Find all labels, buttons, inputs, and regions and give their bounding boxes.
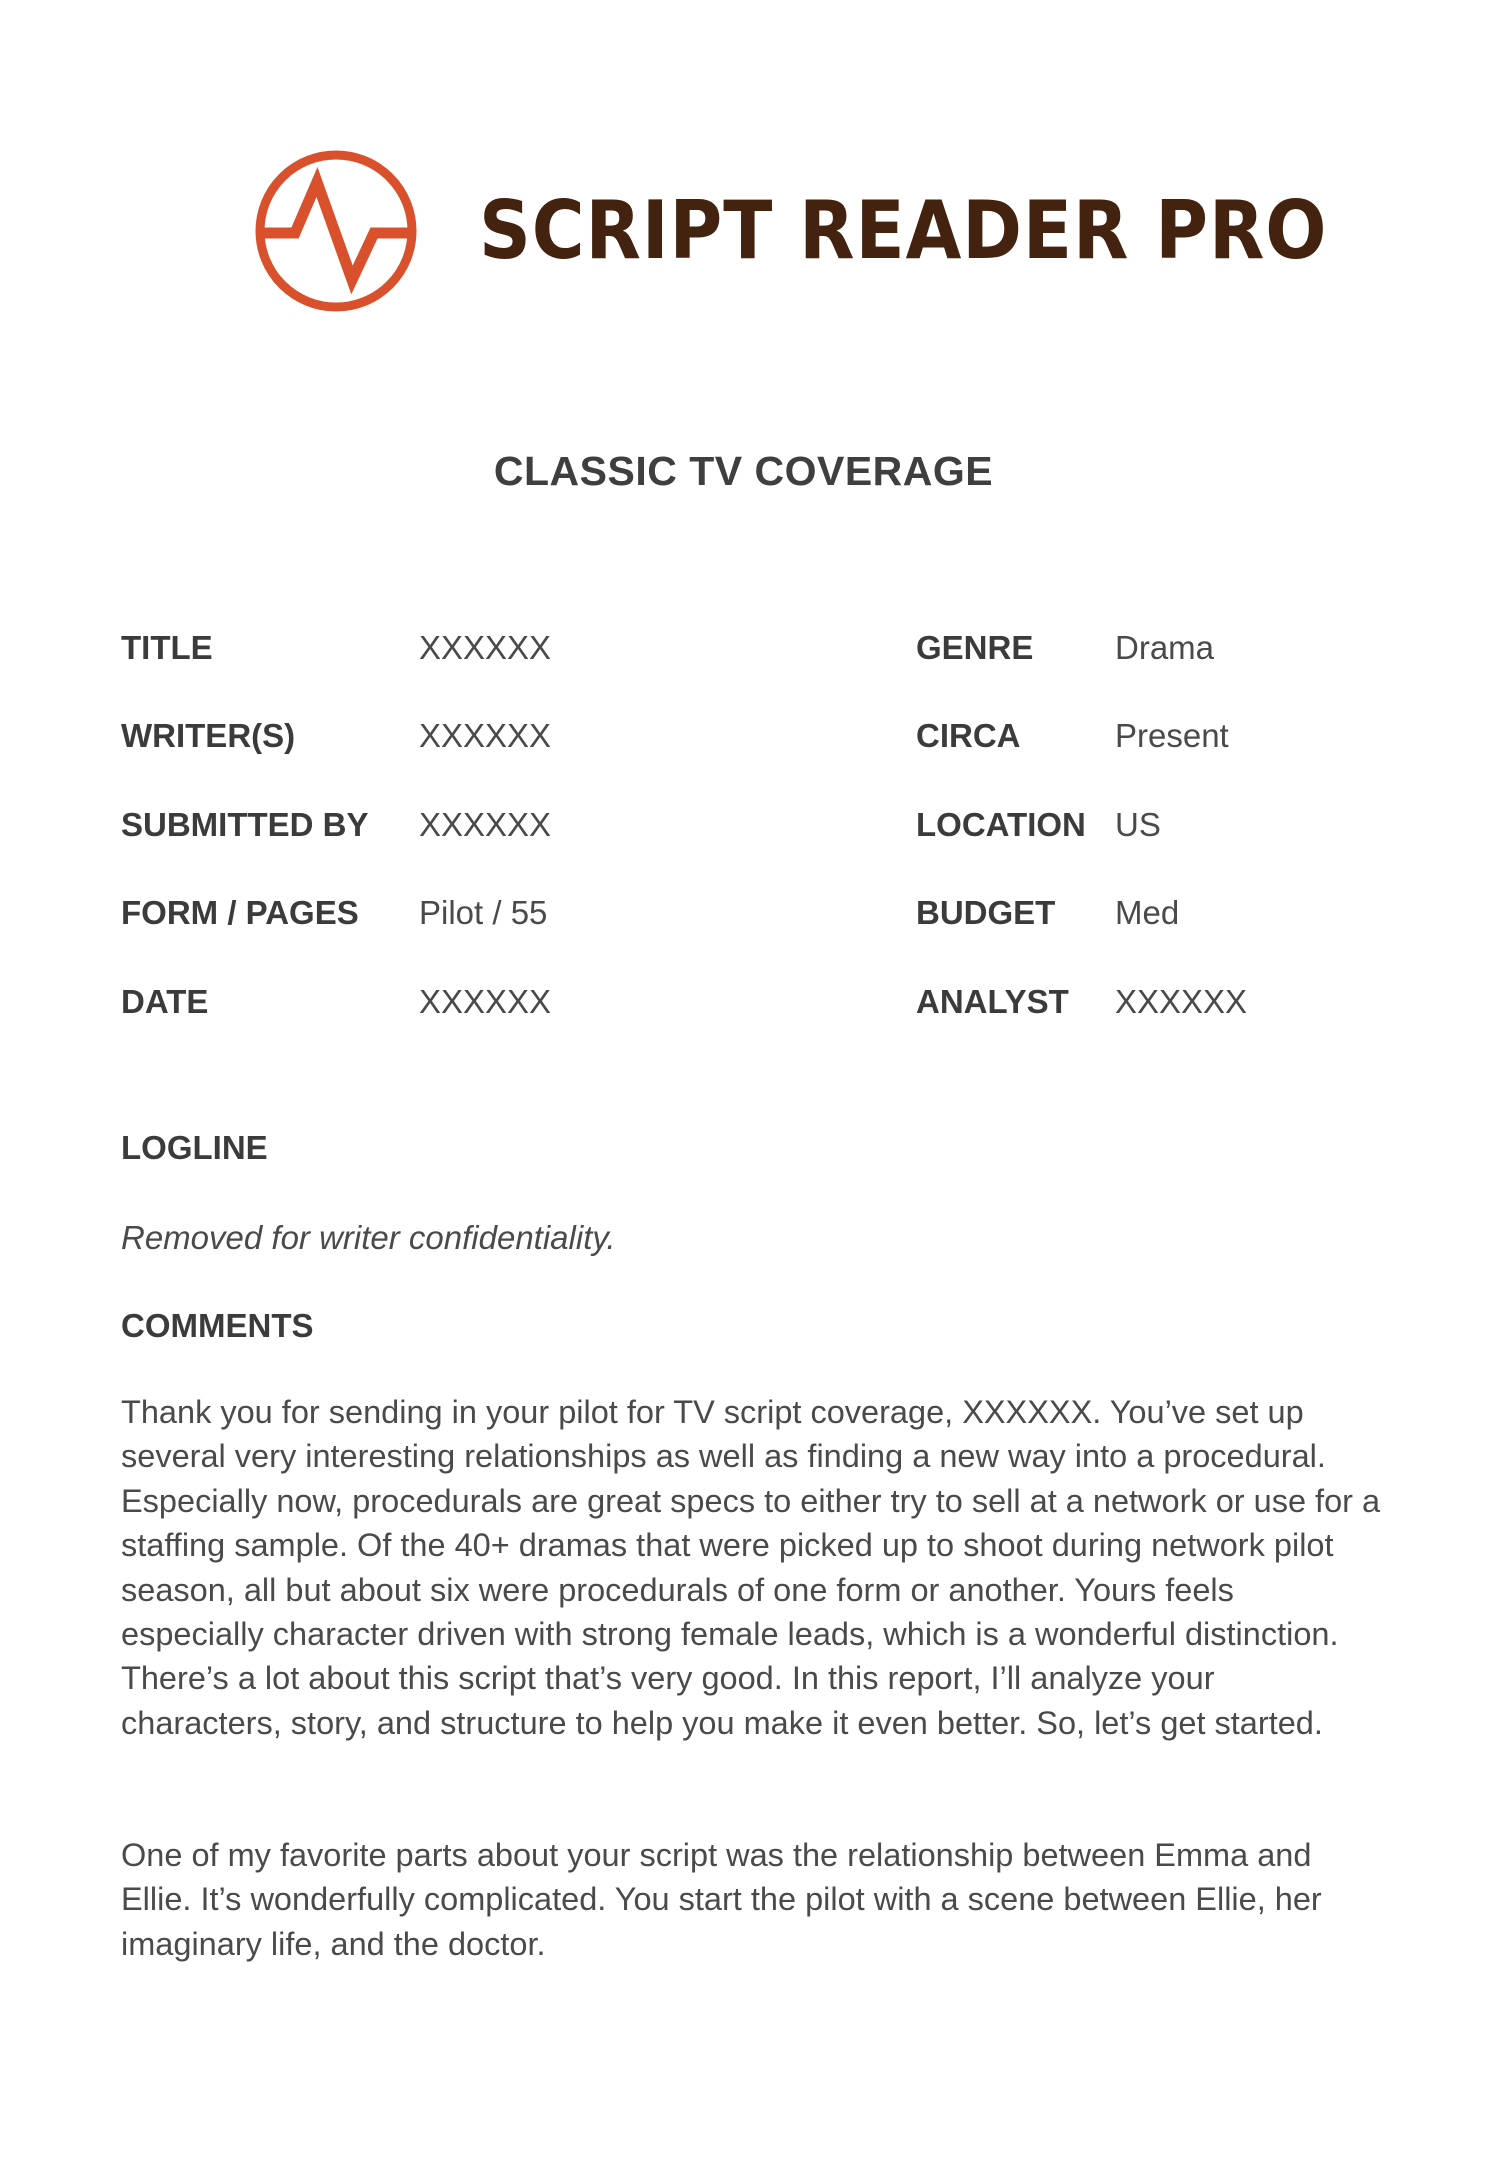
meta-value: Pilot / 55 — [419, 894, 548, 931]
meta-label: CIRCA — [916, 717, 1021, 754]
meta-label: LOCATION — [916, 806, 1086, 843]
page-title: CLASSIC TV COVERAGE — [493, 448, 994, 494]
meta-label: BUDGET — [916, 894, 1056, 931]
meta-label: SUBMITTED BY — [121, 806, 369, 843]
brand-header — [253, 148, 1422, 314]
comment-paragraph: One of my favorite parts about your script was the relationship between Emma and Ellie. It’s wonderfully complicated. You start the pilot with a scene between Ellie, her imaginary life, and the doctor. — [121, 1837, 1322, 1962]
logline-heading: LOGLINE — [121, 1129, 268, 1166]
meta-value: Med — [1115, 894, 1180, 931]
meta-value: US — [1115, 806, 1161, 843]
meta-value: XXXXXX — [419, 983, 552, 1020]
meta-label: FORM / PAGES — [121, 894, 359, 931]
meta-label: TITLE — [121, 629, 213, 666]
comment-paragraph: Thank you for sending in your pilot for TV script coverage, XXXXXX. You’ve set up several very interesting relationships as well as finding a new way into a procedural. Especially now, procedurals are great specs to either try to sell at a network or use for a staffing sample. Of the 40+ dramas that were picked up to shoot during network pilot season, all but about six were procedurals of one form or another. Yours feels especially character driven with strong female leads, which is a wonderful distinction. There’s a lot about this script that’s very good. In this report, I’ll analyze your characters, story, and structure to help you make it even better. So, let’s get started. — [121, 1394, 1381, 1741]
meta-value: XXXXXX — [419, 717, 552, 754]
meta-label: GENRE — [916, 629, 1034, 666]
brand-name: SCRIPT READER PRO — [479, 184, 1328, 277]
logline-text: Removed for writer confidentiality. — [121, 1219, 616, 1256]
meta-value: XXXXXX — [419, 629, 552, 666]
meta-label: WRITER(S) — [121, 717, 296, 754]
meta-value: XXXXXX — [419, 806, 552, 843]
comments-heading: COMMENTS — [121, 1307, 314, 1344]
heartbeat-circle-icon — [253, 148, 419, 314]
meta-value: XXXXXX — [1115, 983, 1248, 1020]
meta-value: Drama — [1115, 629, 1215, 666]
meta-label: DATE — [121, 983, 209, 1020]
meta-label: ANALYST — [916, 983, 1069, 1020]
meta-value: Present — [1115, 717, 1229, 754]
